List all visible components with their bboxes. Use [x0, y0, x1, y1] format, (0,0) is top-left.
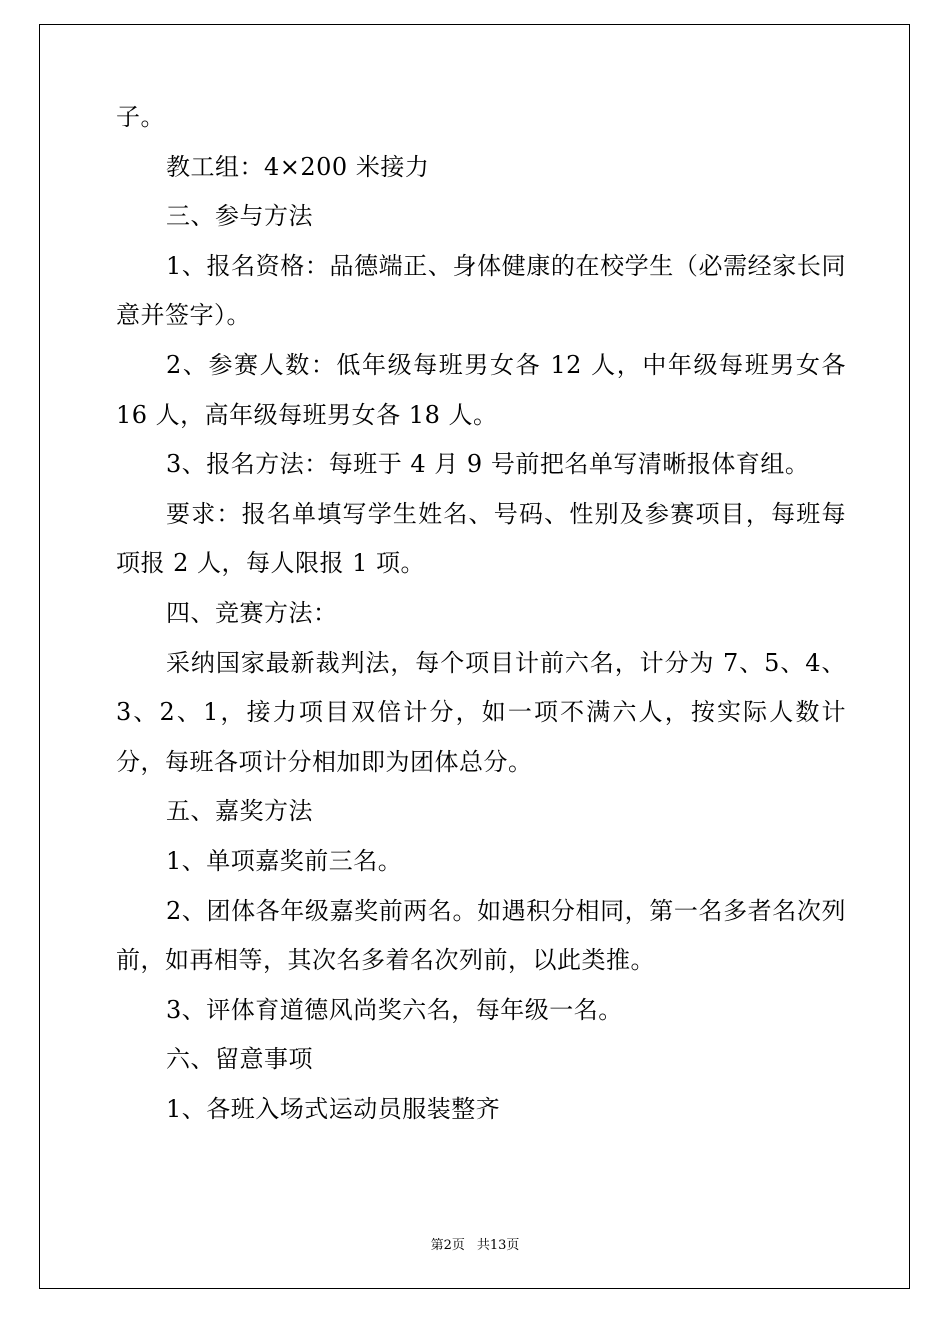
paragraph: 1、单项嘉奖前三名。	[166, 846, 403, 875]
paragraph: 3、评体育道德风尚奖六名，每年级一名。	[166, 995, 623, 1024]
page-number: 第2页	[430, 1238, 465, 1253]
paragraph: 1、各班入场式运动员服装整齐	[166, 1094, 501, 1123]
paragraph: 要求：报名单填写学生姓名、号码、性别及参赛项目，每班每项报 2 人，每人限报 1 项。	[116, 499, 846, 578]
paragraph: 子。	[116, 103, 165, 131]
page-total: 共13页	[476, 1238, 520, 1253]
paragraph: 2、团体各年级嘉奖前两名。如遇积分相同，第一名多者名次列前，如再相等，其次名多着名次列前，以此类推。	[116, 896, 846, 975]
section-heading: 三、参与方法	[166, 202, 313, 231]
paragraph: 教工组：4×200 米接力	[166, 152, 430, 181]
page-footer	[0, 1234, 950, 1253]
section-heading: 六、留意事项	[166, 1045, 313, 1074]
paragraph: 2、参赛人数：低年级每班男女各 12 人，中年级每班男女各 16 人，高年级每班男女各 18 人。	[116, 350, 846, 429]
section-heading: 四、竞赛方法：	[166, 598, 338, 627]
paragraph: 3、报名方法：每班于 4 月 9 号前把名单写清晰报体育组。	[166, 450, 810, 479]
document-body	[116, 93, 846, 1134]
paragraph: 1、报名资格：品德端正、身体健康的在校学生（必需经家长同意并签字）。	[116, 251, 846, 330]
paragraph: 采纳国家最新裁判法，每个项目计前六名，计分为 7、5、4、3、2、1，接力项目双倍计分，如一项不满六人，按实际人数计分，每班各项计分相加即为团体总分。	[116, 648, 846, 776]
section-heading: 五、嘉奖方法	[166, 797, 313, 826]
